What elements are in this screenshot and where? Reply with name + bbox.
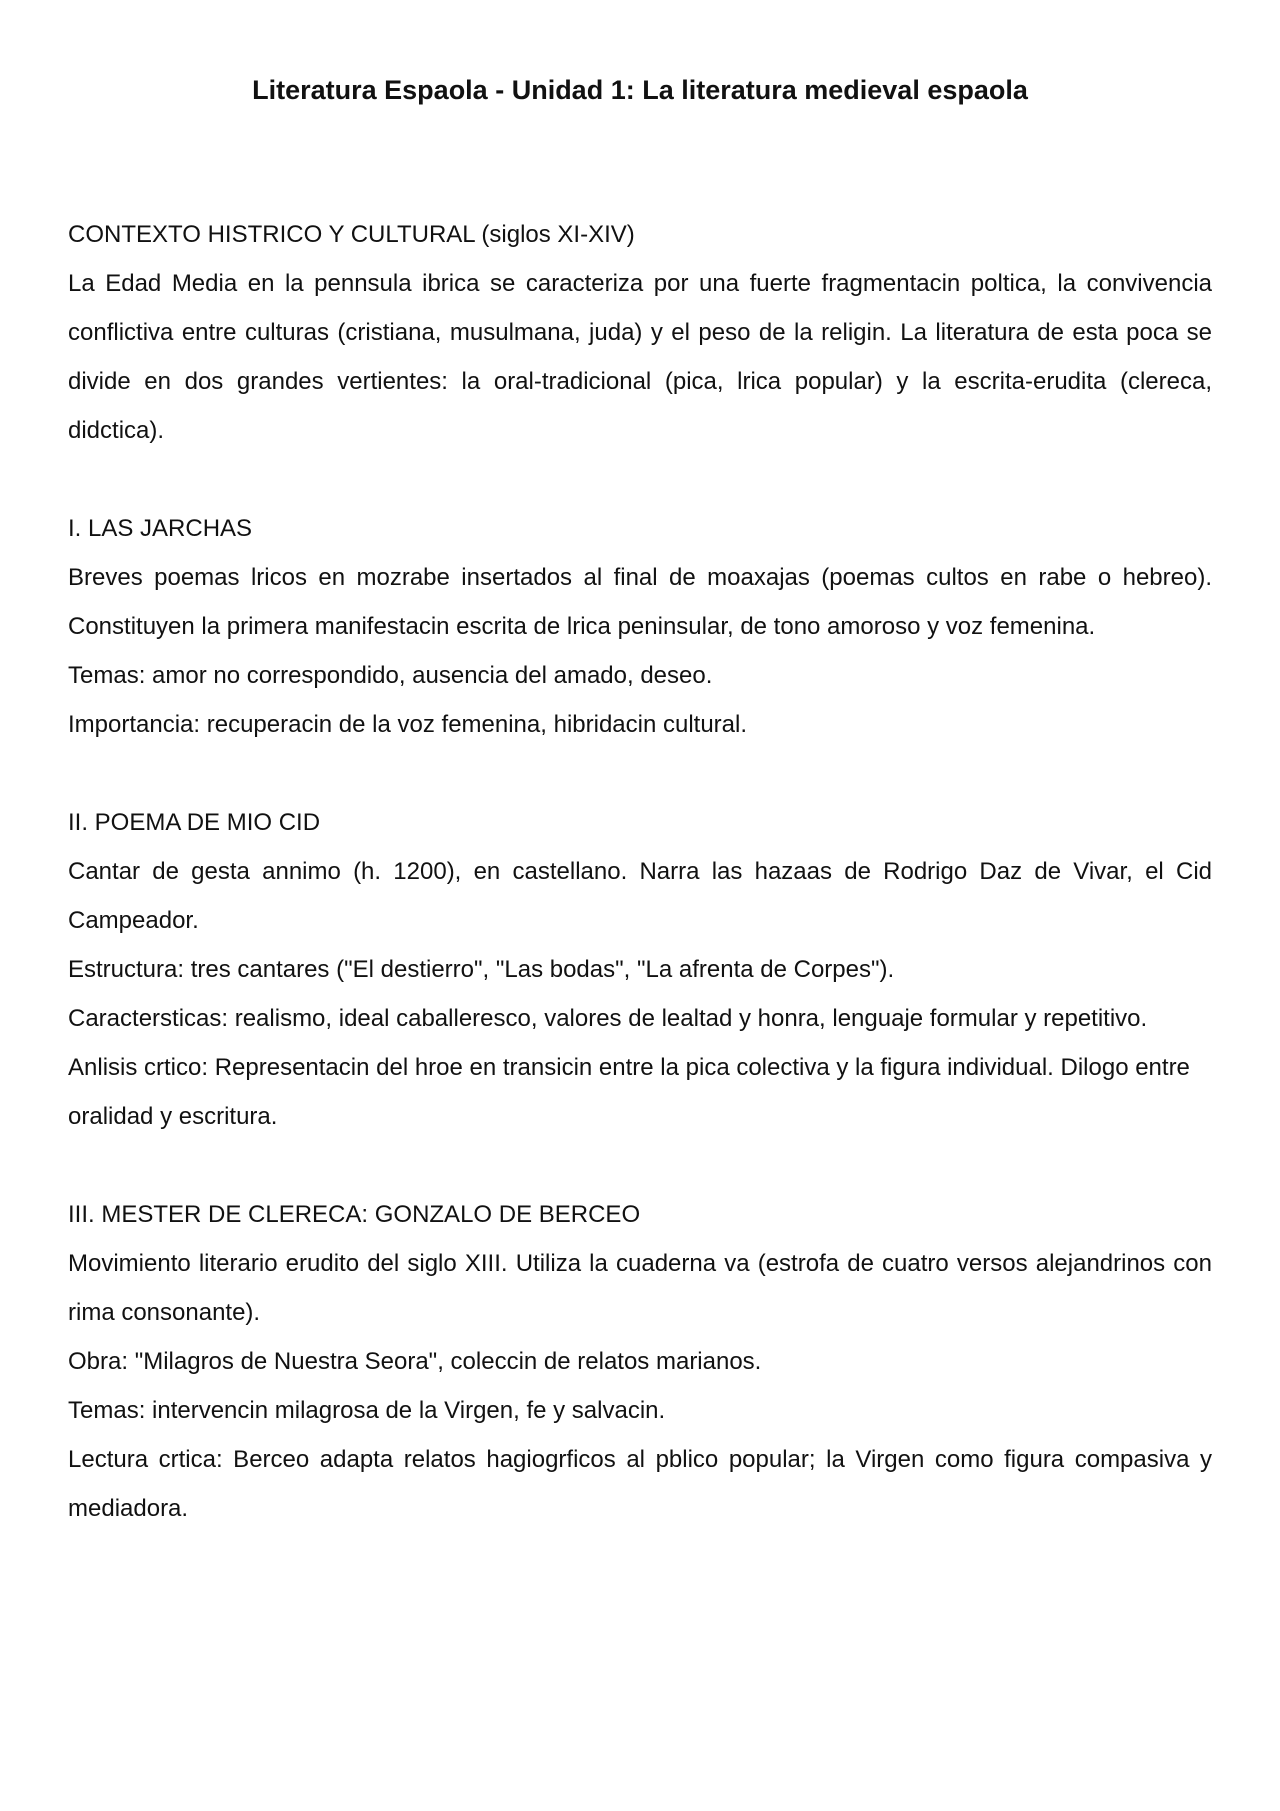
section-paragraph: Importancia: recuperacin de la voz femenina, hibridacin cultural.	[68, 711, 748, 738]
section-heading: I. LAS JARCHAS	[68, 515, 253, 542]
section-paragraph: Temas: amor no correspondido, ausencia del amado, deseo.	[68, 662, 713, 689]
section-mester-de-clerecia	[68, 1190, 1212, 1533]
section-heading: III. MESTER DE CLERECA: GONZALO DE BERCEO	[68, 1201, 641, 1228]
section-paragraph: Estructura: tres cantares ("El destierro", "Las bodas", "La afrenta de Corpes").	[68, 956, 895, 983]
section-paragraph: Caractersticas: realismo, ideal caballeresco, valores de lealtad y honra, lenguaje formular y repetitivo.	[68, 1005, 1148, 1032]
section-paragraph: Cantar de gesta annimo (h. 1200), en castellano. Narra las hazaas de Rodrigo Daz de Vivar, el Cid Campeador.	[68, 858, 1212, 934]
section-paragraph: Obra: "Milagros de Nuestra Seora", coleccin de relatos marianos.	[68, 1348, 762, 1375]
section-jarchas	[68, 504, 1212, 749]
document-body	[68, 210, 1212, 1533]
section-paragraph: Anlisis crtico: Representacin del hroe en transicin entre la pica colectiva y la figura individual. Dilogo entre oralidad y escritura.	[68, 1054, 1190, 1130]
section-heading: CONTEXTO HISTRICO Y CULTURAL (siglos XI-XIV)	[68, 221, 635, 248]
document-title: Literatura Espaola - Unidad 1: La literatura medieval espaola	[252, 75, 1028, 105]
section-paragraph: Temas: intervencin milagrosa de la Virgen, fe y salvacin.	[68, 1397, 666, 1424]
section-paragraph: Lectura crtica: Berceo adapta relatos hagiogrficos al pblico popular; la Virgen como figura compasiva y mediadora.	[68, 1446, 1212, 1522]
section-heading: II. POEMA DE MIO CID	[68, 809, 321, 836]
section-context	[68, 210, 1212, 455]
section-paragraph: Breves poemas lricos en mozrabe insertados al final de moaxajas (poemas cultos en rabe o hebreo). Constituyen la primera manifestacin escrita de lrica peninsular, de tono amoroso y voz femenina.	[68, 564, 1212, 640]
section-paragraph: Movimiento literario erudito del siglo XIII. Utiliza la cuaderna va (estrofa de cuatro versos alejandrinos con rima consonante).	[68, 1250, 1212, 1326]
section-paragraph: La Edad Media en la pennsula ibrica se caracteriza por una fuerte fragmentacin poltica, la convivencia conflictiva entre culturas (cristiana, musulmana, juda) y el peso de la religin. La literatura de esta poca se divide en dos grandes vertientes: la oral-tradicional (pica, lrica popular) y la escrita-erudita (clereca, didctica).	[68, 270, 1212, 444]
section-mio-cid	[68, 798, 1212, 1141]
